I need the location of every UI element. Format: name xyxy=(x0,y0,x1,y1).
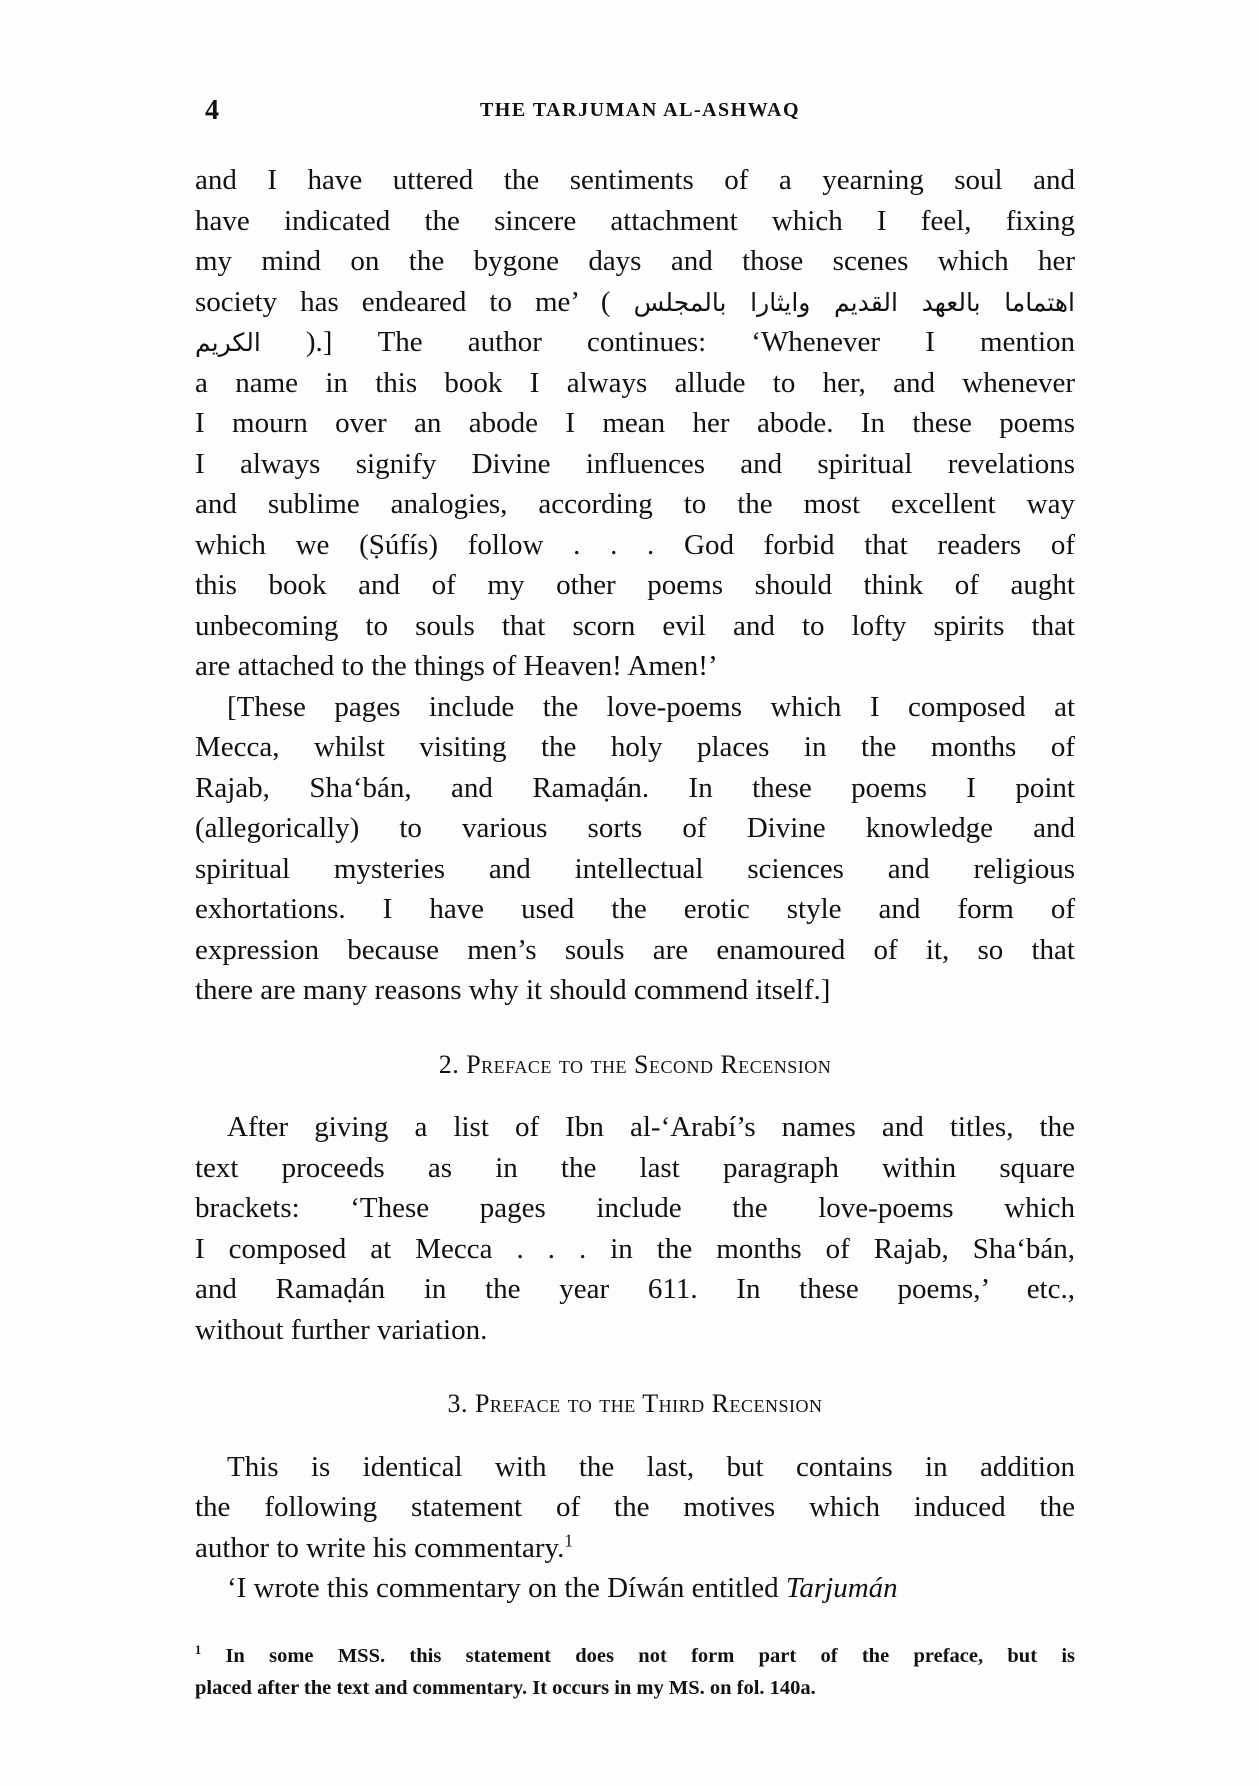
text-line: my mind on the bygone days and those scenes which her xyxy=(195,245,1075,277)
text-line: a name in this book I always allude to her, and whenever xyxy=(195,366,1075,399)
text-segment: author to write his commentary. xyxy=(195,1531,565,1564)
paragraph-2 xyxy=(195,687,1075,1011)
section-3-text xyxy=(195,1447,1075,1609)
text-line: spiritual mysteries and intellectual sciences and religious xyxy=(195,852,1075,885)
text-line: this book and of my other poems should think of aught xyxy=(195,569,1075,601)
section-heading: 3. Preface to the Third Recension xyxy=(447,1389,823,1418)
text-segment: In some MSS. this statement does not form part of the preface, but is xyxy=(225,1645,1075,1667)
text-line: exhortations. I have used the erotic style and form of xyxy=(195,893,1075,925)
text-line: and I have uttered the sentiments of a yearning soul and xyxy=(195,164,1075,196)
arabic-quote-end: الكريم xyxy=(195,328,261,357)
text-line: Rajab, Sha‘bán, and Ramaḍán. In these poems I point xyxy=(195,771,1075,804)
text-line: text proceeds as in the last paragraph within square xyxy=(195,1151,1075,1184)
text-line: the following statement of the motives which induced the xyxy=(195,1491,1075,1523)
text-line: there are many reasons why it should commend itself.] xyxy=(195,974,831,1006)
text-line: without further variation. xyxy=(195,1313,488,1346)
italic-title: Tarjumán xyxy=(785,1572,898,1604)
text-line: and sublime analogies, according to the most excellent way xyxy=(195,488,1075,520)
text-segment: society has endeared to me’ ( xyxy=(195,285,611,318)
footnote xyxy=(195,1640,1075,1704)
footnote-marker: 1 xyxy=(195,1643,202,1658)
section-2-text xyxy=(195,1107,1075,1350)
page-number: 4 xyxy=(205,95,219,126)
text-line: I composed at Mecca . . . in the months of Rajab, Sha‘bán, xyxy=(195,1232,1075,1265)
text-line: have indicated the sincere attachment which I feel, fixing xyxy=(195,204,1075,237)
text-line: which we (Ṣúfís) follow . . . God forbid that readers of xyxy=(195,528,1075,561)
text-line xyxy=(195,1528,1075,1569)
text-line: are attached to the things of Heaven! Amen!’ xyxy=(195,650,718,682)
text-line: expression because men’s souls are enamoured of it, so that xyxy=(195,933,1075,966)
text-segment: ‘I wrote this commentary on the Díwán entitled xyxy=(227,1572,786,1604)
text-line xyxy=(195,322,1075,363)
text-line: (allegorically) to various sorts of Divine knowledge and xyxy=(195,812,1075,844)
text-line xyxy=(195,282,1075,323)
footnote-line xyxy=(195,1640,1075,1672)
paragraph-1 xyxy=(195,160,1075,687)
main-text xyxy=(195,160,1075,1609)
text-line: unbecoming to souls that scorn evil and to lofty spirits that xyxy=(195,609,1075,642)
text-line: I always signify Divine influences and spiritual revelations xyxy=(195,447,1075,480)
text-line: I mourn over an abode I mean her abode. In these poems xyxy=(195,407,1075,439)
running-head xyxy=(205,95,1075,129)
arabic-quote: اهتماما بالعهد القديم وايثارا بالمجلس xyxy=(633,287,1075,317)
section-heading: 2. Preface to the Second Recension xyxy=(438,1049,832,1079)
text-line xyxy=(195,1568,1075,1609)
footnote-reference: 1 xyxy=(564,1529,574,1550)
footnote-line: placed after the text and commentary. It occurs in my MS. on fol. 140a. xyxy=(195,1677,816,1699)
text-line: and Ramaḍán in the year 611. In these poems,’ etc., xyxy=(195,1273,1075,1305)
text-line: [These pages include the love-poems which I composed at xyxy=(227,690,1075,723)
text-line: brackets: ‘These pages include the love-poems which xyxy=(195,1192,1075,1224)
text-segment: ).] The author continues: ‘Whenever I mention xyxy=(305,326,1076,358)
text-line: Mecca, whilst visiting the holy places in the months of xyxy=(195,731,1075,763)
text-line: This is identical with the last, but contains in addition xyxy=(227,1450,1075,1483)
text-line: After giving a list of Ibn al-‘Arabí’s names and titles, the xyxy=(227,1111,1075,1143)
running-title: THE TARJUMAN AL-ASHWAQ xyxy=(479,99,801,121)
